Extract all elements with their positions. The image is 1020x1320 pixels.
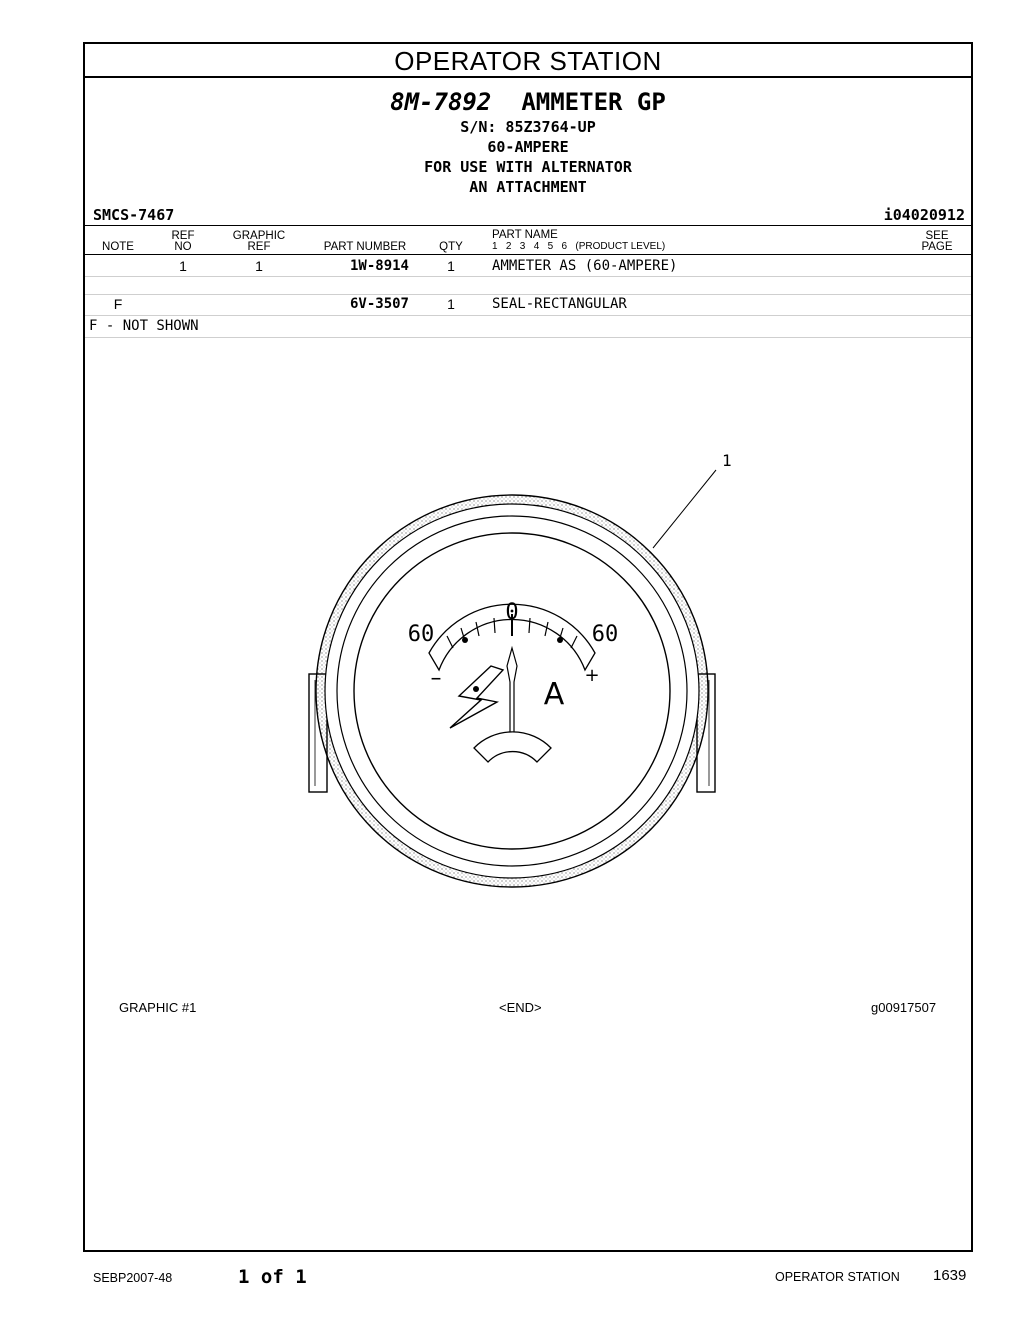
col-ref-no-line1: REF xyxy=(171,230,195,242)
col-graphic-ref-line2: REF xyxy=(247,241,271,253)
page-number: 1639 xyxy=(933,1267,967,1284)
page-frame xyxy=(83,42,973,1252)
ampere-symbol: A xyxy=(543,677,565,712)
scale-dot-right xyxy=(557,637,563,643)
callout-leader xyxy=(653,470,716,548)
col-note: NOTE xyxy=(102,241,134,253)
row1-ref-no: 1 xyxy=(179,258,187,274)
page-of: 1 of 1 xyxy=(238,1266,307,1288)
end-marker: <END> xyxy=(499,1000,542,1015)
row2-qty: 1 xyxy=(447,296,455,312)
row2-note: F xyxy=(113,296,123,312)
col-see-page-line1: SEE xyxy=(925,230,949,242)
row1-part-name: AMMETER AS (60-AMPERE) xyxy=(492,258,678,274)
graphic-caption: GRAPHIC #1 xyxy=(119,1000,197,1015)
row1-graphic-ref: 1 xyxy=(255,258,263,274)
illustration-id: i04020912 xyxy=(883,206,965,224)
group-name: AMMETER GP xyxy=(521,88,666,116)
col-qty: QTY xyxy=(439,241,463,253)
doc-id: SEBP2007-48 xyxy=(93,1271,173,1285)
col-ref-no-line2: NO xyxy=(174,241,192,253)
col-graphic-ref-line1: GRAPHIC xyxy=(232,230,286,242)
scale-label-right: 60 xyxy=(591,622,619,647)
col-part-number: PART NUMBER xyxy=(323,241,407,253)
group-desc-line-4: AN ATTACHMENT xyxy=(469,178,587,196)
row1-part-number: 1W-8914 xyxy=(349,258,409,274)
group-desc-line-3: FOR USE WITH ALTERNATOR xyxy=(424,158,632,176)
group-part-number: 8M-7892 xyxy=(390,88,492,116)
plus-sign: + xyxy=(584,665,600,686)
ammeter-drawing xyxy=(85,44,971,1250)
scale-dot-left xyxy=(462,637,468,643)
group-desc-line-2: 60-AMPERE xyxy=(487,138,569,156)
row1-qty: 1 xyxy=(447,258,455,274)
row2-part-name: SEAL-RECTANGULAR xyxy=(492,296,627,312)
section-title: OPERATOR STATION xyxy=(85,44,971,78)
scale-label-left: 60 xyxy=(407,622,435,647)
bolt-dot xyxy=(473,686,479,692)
row2-part-number: 6V-3507 xyxy=(349,296,409,312)
col-see-page-line2: PAGE xyxy=(921,241,953,253)
callout-number: 1 xyxy=(722,451,732,470)
col-part-name: PART NAME xyxy=(492,229,558,241)
scale-label-zero: 0 xyxy=(505,600,519,625)
graphic-id: g00917507 xyxy=(871,1000,937,1015)
col-product-levels: 1 2 3 4 5 6 (PRODUCT LEVEL) xyxy=(492,241,666,252)
footer-section: OPERATOR STATION xyxy=(775,1270,900,1284)
footnote: F - NOT SHOWN xyxy=(89,318,199,334)
serial-number: S/N: 85Z3764-UP xyxy=(460,118,596,136)
minus-sign: – xyxy=(430,666,442,691)
smcs-code: SMCS-7467 xyxy=(93,206,175,224)
